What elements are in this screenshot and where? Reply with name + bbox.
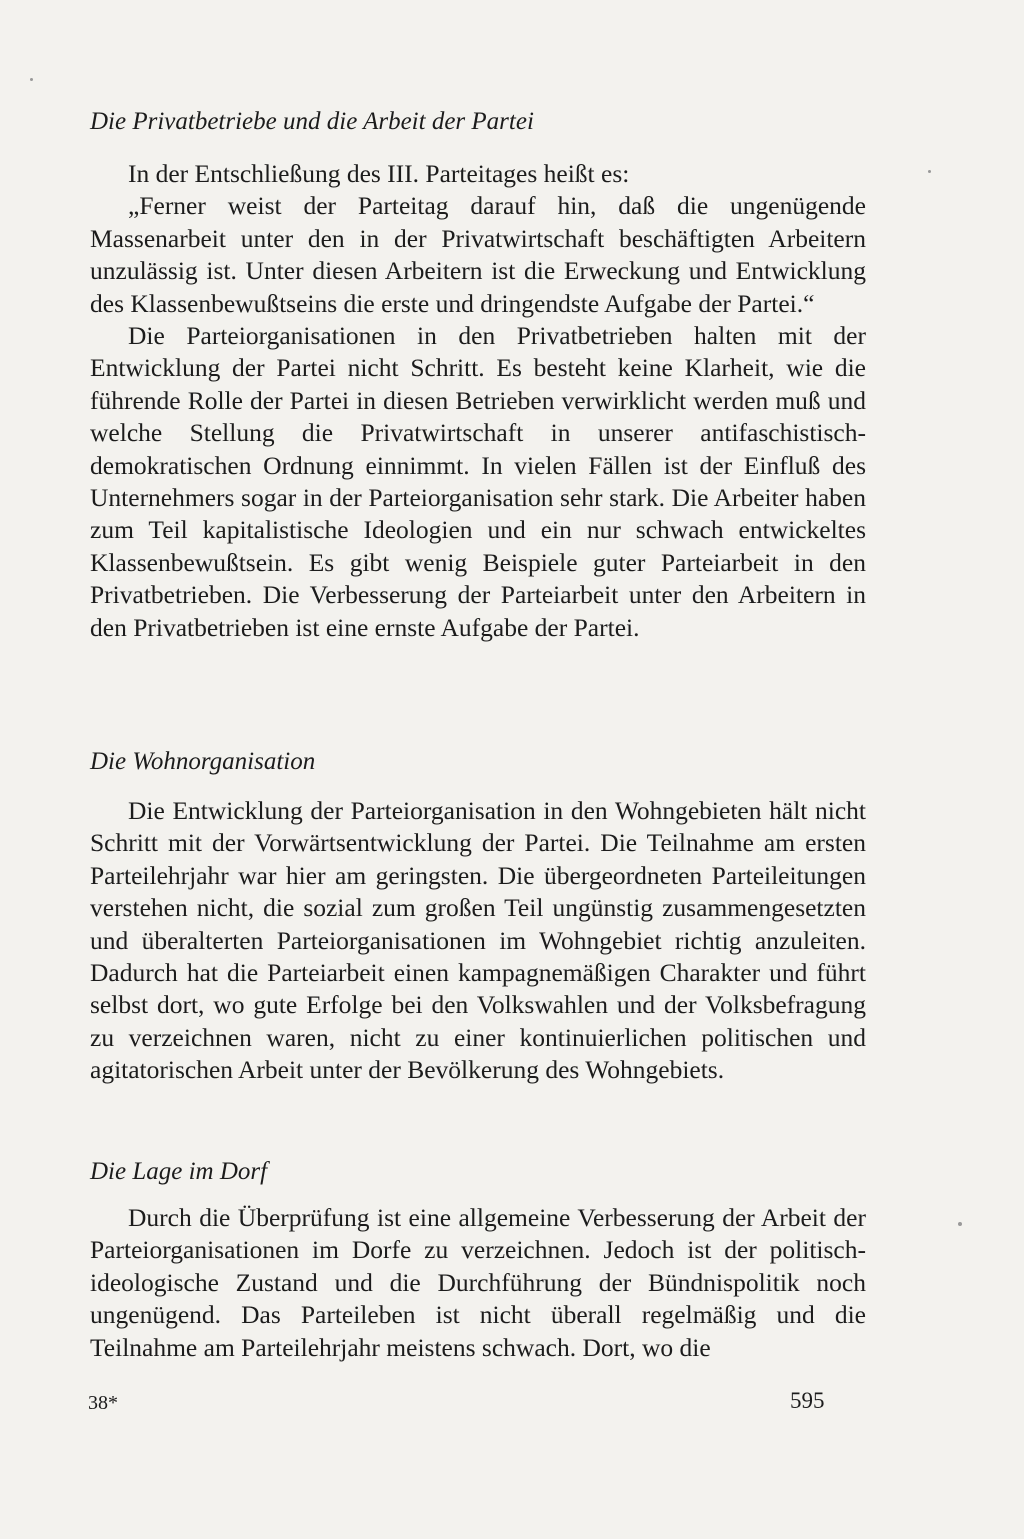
scan-speck [30,78,33,81]
section-body-privatbetriebe [90,158,866,644]
page-number: 595 [790,1388,825,1413]
quote-paragraph: „Ferner weist der Parteitag darauf hin, daß die ungenügende Massenarbeit unter den in der Privatwirtschaft beschäftigten Arbeitern unzulässig ist. Unter diesen Arbeitern ist die Erweckung und Entwicklung des Klassenbewußtseins die erste und dringendste Aufgabe der Partei.“ [90,191,866,318]
signature-mark: 38* [88,1392,118,1414]
scan-speck [928,170,931,173]
paragraph: Die Parteiorganisationen in den Privatbetrieben halten mit der Entwicklung der Partei nicht Schritt. Es besteht keine Klarheit, wie die führende Rolle der Partei in diesen Betrieben verwirklicht werden muß und welche Stellung die Privatwirtschaft in unserer antifaschistisch-demokratischen Ordnung einnimmt. In vielen Fällen ist der Einfluß des Unternehmers sogar in der Parteiorganisation sehr stark. Die Arbeiter haben zum Teil kapitalistische Ideologien und ein nur schwach entwickeltes Klassenbewußtsein. Es gibt wenig Beispiele guter Parteiarbeit in den Privatbetrieben. Die Verbesserung der Parteiarbeit unter den Arbeitern in den Privatbetrieben ist eine ernste Aufgabe der Partei. [90,321,866,642]
scan-speck [958,1222,962,1226]
section-body-dorf [90,1202,866,1364]
section-heading-wohnorganisation: Die Wohnorganisation [90,748,316,775]
paragraph: Die Entwicklung der Parteiorganisation in den Wohngebieten hält nicht Schritt mit der Vorwärtsentwicklung der Partei. Die Teilnahme am ersten Parteilehrjahr war hier am geringsten. Die übergeordneten Parteileitungen verstehen nicht, die sozial zum großen Teil ungünstig zusammengesetzten und überalterten Parteiorganisationen im Wohngebiet richtig anzuleiten. Dadurch hat die Parteiarbeit einen kampagnemäßigen Charakter und führt selbst dort, wo gute Erfolge bei den Volkswahlen und der Volksbefragung zu verzeichnen waren, nicht zu einer kontinuierlichen politischen und agitatorischen Arbeit unter der Bevölkerung des Wohngebiets. [90,796,866,1085]
section-body-wohnorganisation [90,795,866,1087]
paragraph: Durch die Überprüfung ist eine allgemeine Verbesserung der Arbeit der Parteiorganisationen im Dorfe zu verzeichnen. Jedoch ist der politisch-ideologische Zustand und die Durchführung der Bündnispolitik noch ungenügend. Das Parteileben ist nicht überall regelmäßig und die Teilnahme am Parteilehrjahr meistens schwach. Dort, wo die [90,1203,866,1362]
paragraph: In der Entschließung des III. Parteitages heißt es: [128,159,630,188]
section-heading-dorf: Die Lage im Dorf [90,1158,268,1185]
section-heading-privatbetriebe: Die Privatbetriebe und die Arbeit der Partei [90,108,534,135]
